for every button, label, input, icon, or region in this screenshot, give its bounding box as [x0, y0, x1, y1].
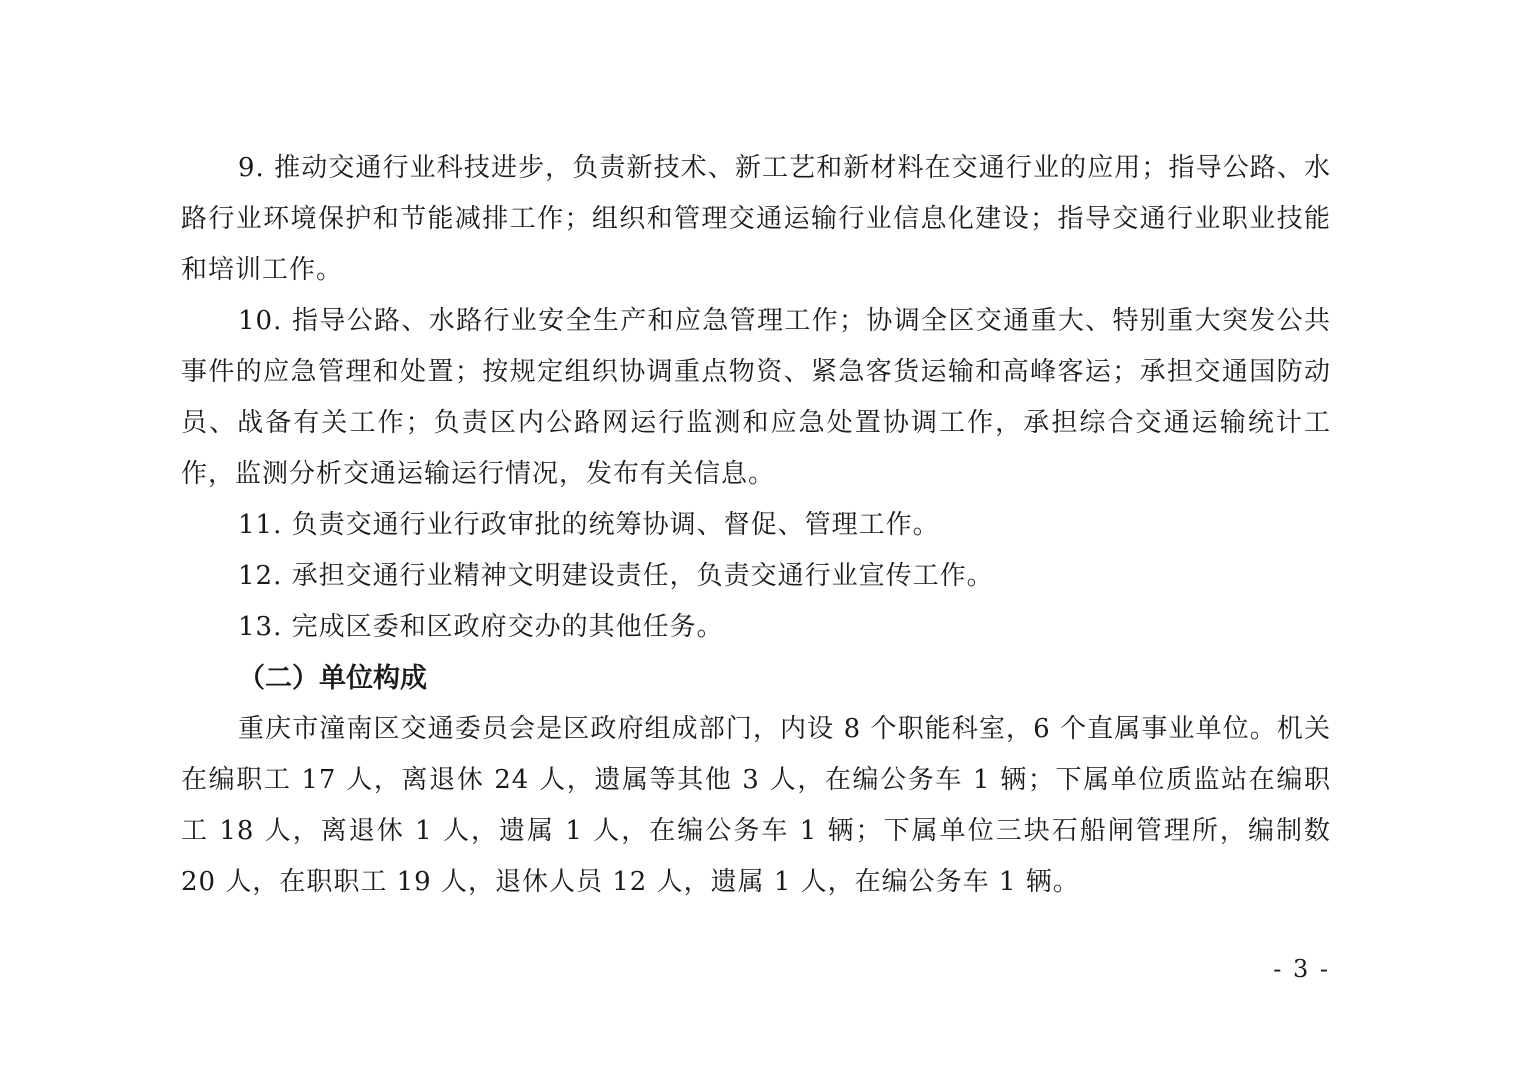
section-heading: （二）单位构成: [238, 663, 427, 694]
paragraph-item-13: 13. 完成区委和区政府交办的其他任务。: [238, 612, 724, 642]
document-body: [181, 143, 1331, 908]
paragraph-item-12: 12. 承担交通行业精神文明建设责任，负责交通行业宣传工作。: [238, 561, 994, 591]
paragraph-item-10: 10. 指导公路、水路行业安全生产和应急管理工作；协调全区交通重大、特别重大突发公共事件的应急管理和处置；按规定组织协调重点物资、紧急客货运输和高峰客运；承担交通国防动员、战备有关工作；负责区内公路网运行监测和应急处置协调工作，承担综合交通运输统计工作，监测分析交通运输运行情况，发布有关信息。: [181, 306, 1331, 489]
paragraph-item-11: 11. 负责交通行业行政审批的统筹协调、督促、管理工作。: [238, 510, 940, 540]
section-body-paragraph: 重庆市潼南区交通委员会是区政府组成部门，内设 8 个职能科室，6 个直属事业单位。机关在编职工 17 人，离退休 24 人，遗属等其他 3 人，在编公务车 1 辆；下属单位质监站在编职工 18 人，离退休 1 人，遗属 1 人，在编公务车 1 辆；下属单位三块石船闸管理所，编制数 20 人，在职职工 19 人，退休人员 12 人，遗属 1 人，在编公务车 1 辆。: [181, 714, 1332, 897]
page-number: - 3 -: [1273, 955, 1330, 983]
paragraph-item-9: 9. 推动交通行业科技进步，负责新技术、新工艺和新材料在交通行业的应用；指导公路、水路行业环境保护和节能减排工作；组织和管理交通运输行业信息化建设；指导交通行业职业技能和培训工作。: [181, 153, 1331, 285]
